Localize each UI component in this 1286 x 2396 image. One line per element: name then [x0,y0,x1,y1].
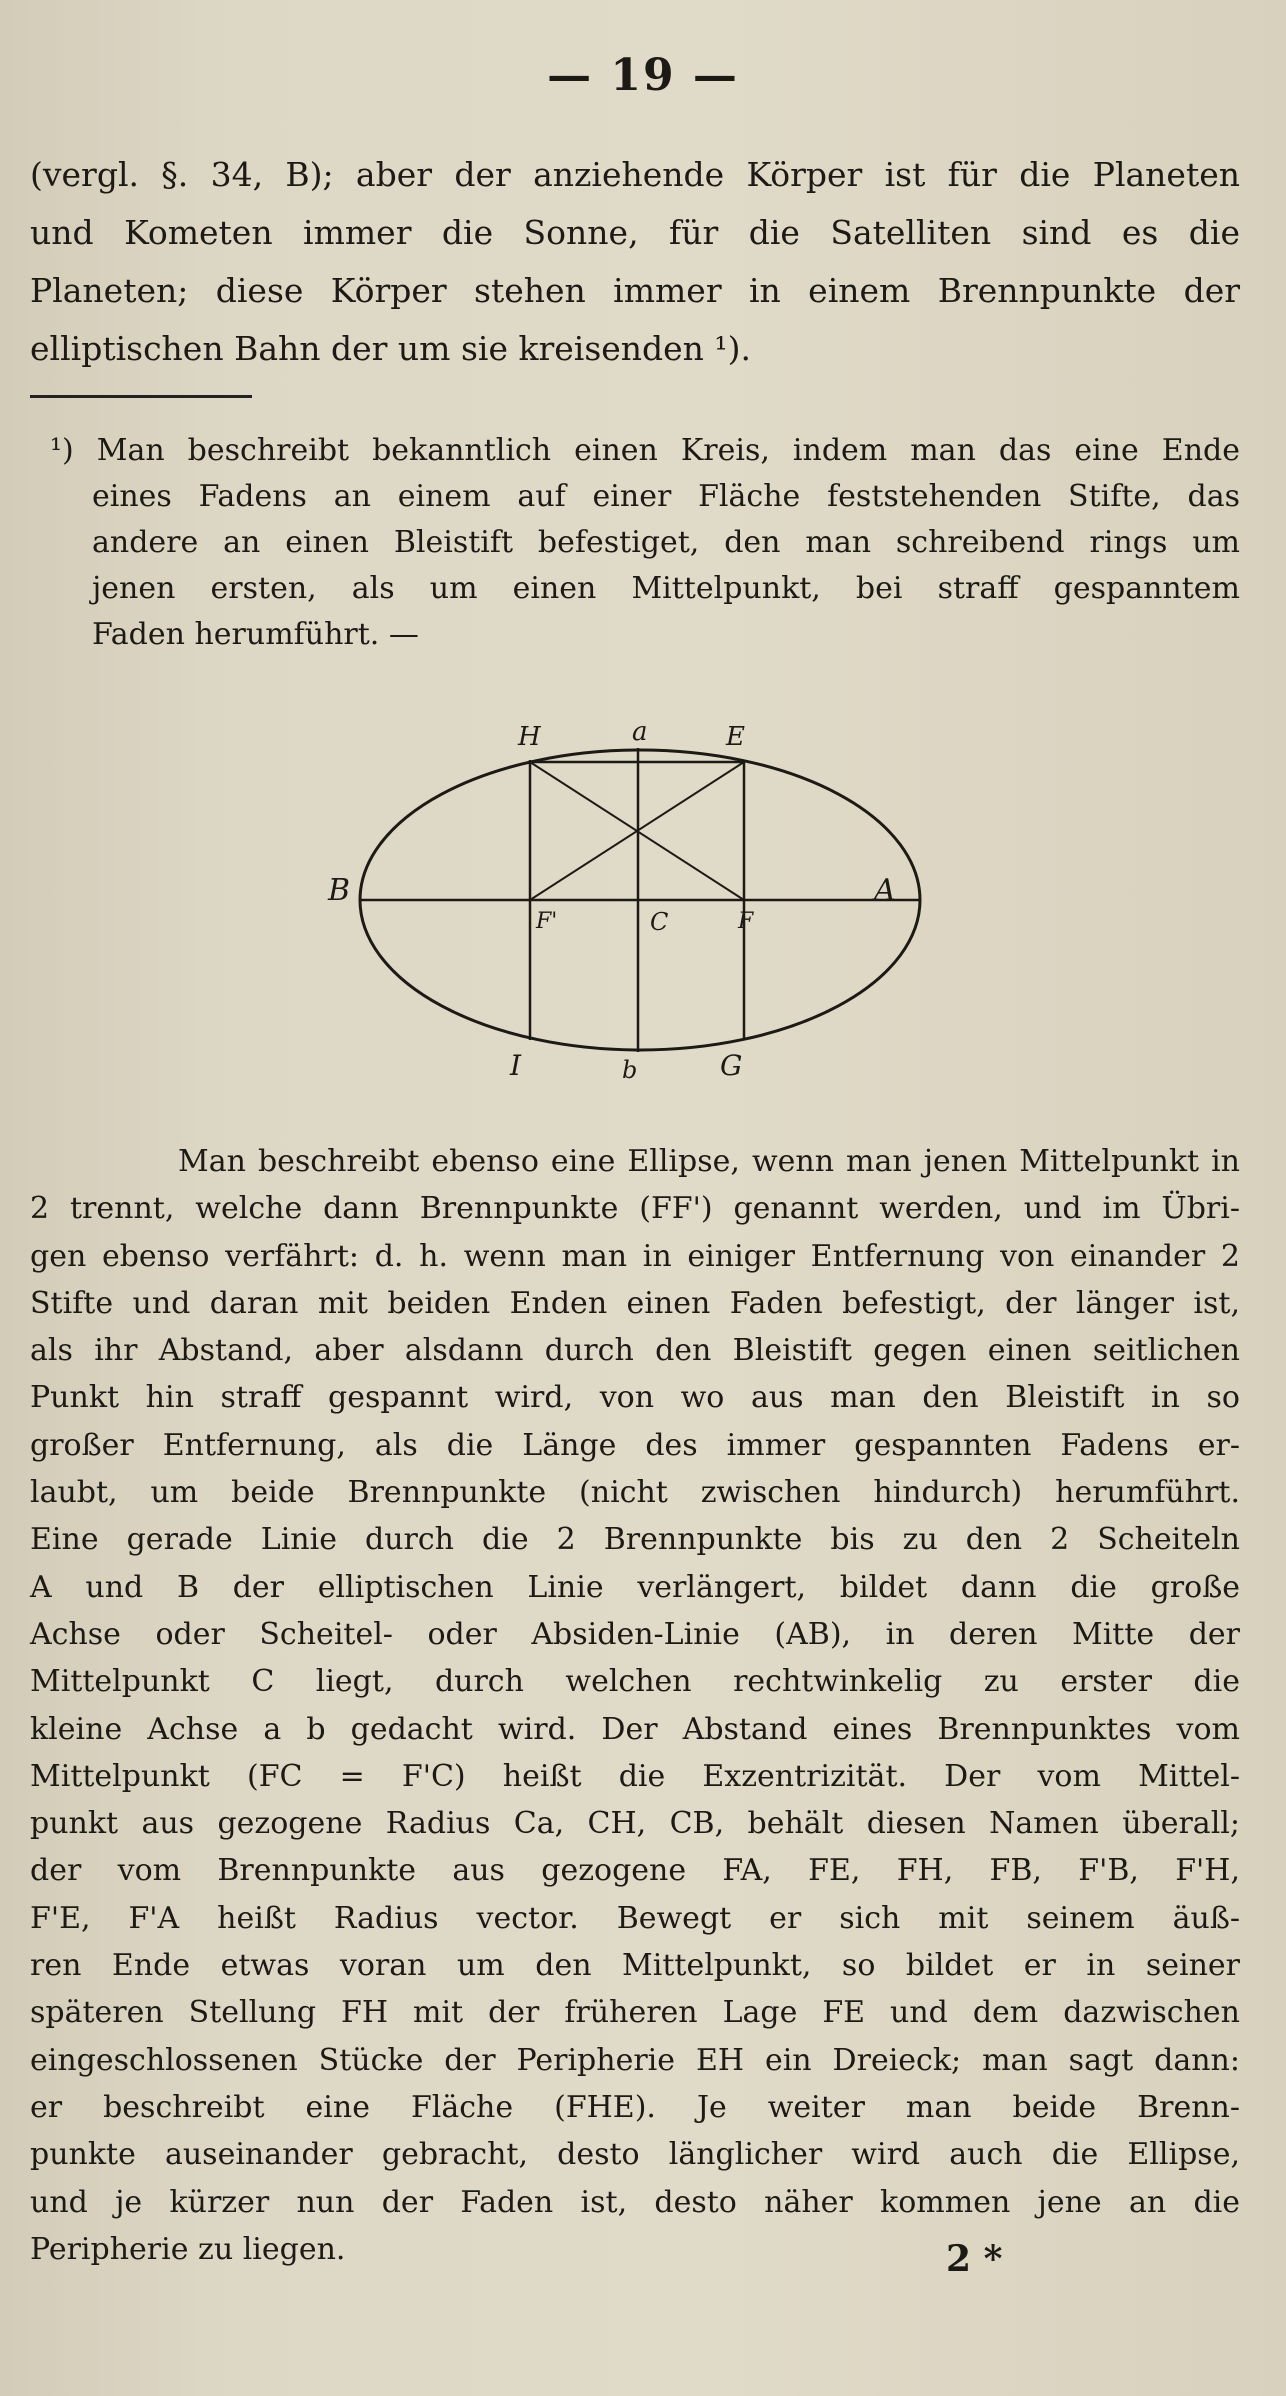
footnote-line: andere an einen Bleistift befestiget, den man schreibend rings um [92,525,1240,560]
ellipse-diagram [328,700,920,1084]
text-line: und je kürzer nun der Faden ist, desto näher kommen jene an die [30,2184,1240,2220]
main-paragraph [30,1138,1240,2273]
text-line: Mittelpunkt C liegt, durch welchen rechtwinkelig zu erster die [30,1664,1240,1700]
footnote-line: jenen ersten, als um einen Mittelpunkt, bei straff gespanntem [92,571,1240,606]
text-line: gen ebenso verfährt: d. h. wenn man in einiger Entfernung von einander 2 [30,1238,1240,1274]
text-line: Achse oder Scheitel- oder Absiden-Linie (AB), in deren Mitte der [30,1616,1240,1652]
text-line: (vergl. §. 34, B); aber der anziehende Körper ist für die Planeten [30,155,1240,194]
label-F-prime: F' [536,909,558,934]
text-line: Eine gerade Linie durch die 2 Brennpunkte bis zu den 2 Scheiteln [30,1522,1240,1558]
page-number: — 19 — [547,50,739,101]
label-E: E [726,722,745,752]
text-line: F'E, F'A heißt Radius vector. Bewegt er sich mit seinem äuß- [30,1900,1240,1936]
text-line: A und B der elliptischen Linie verlängert, bildet dann die große [30,1569,1240,1605]
text-line: punkte auseinander gebracht, desto länglicher wird auch die Ellipse, [30,2137,1240,2173]
top-paragraph [30,146,1240,378]
footnote-line: eines Fadens an einem auf einer Fläche feststehenden Stifte, das [92,479,1240,514]
text-line: Man beschreibt ebenso eine Ellipse, wenn man jenen Mittelpunkt in [178,1144,1240,1179]
footnote-line: ¹) Man beschreibt bekanntlich einen Kreis, indem man das eine Ende [50,433,1240,468]
signature-mark: 2 * [946,2238,1003,2280]
text-line: großer Entfernung, als die Länge des immer gespannten Fadens er- [30,1427,1240,1463]
footnote [50,428,1240,658]
text-line: der vom Brennpunkte aus gezogene FA, FE, FH, FB, F'B, F'H, [30,1853,1240,1889]
label-F: F [738,909,754,934]
text-line: er beschreibt eine Fläche (FHE). Je weiter man beide Brenn- [30,2089,1240,2125]
text-line: laubt, um beide Brennpunkte (nicht zwischen hindurch) herumführt. [30,1475,1240,1511]
label-a: a [632,717,648,747]
text-line: Punkt hin straff gespannt wird, von wo aus man den Bleistift in so [30,1380,1240,1416]
text-line: ren Ende etwas voran um den Mittelpunkt, so bildet er in seiner [30,1948,1240,1984]
text-line: Stifte und daran mit beiden Enden einen Faden befestigt, der länger ist, [30,1285,1240,1321]
label-H: H [518,722,541,752]
text-line: und Kometen immer die Sonne, für die Satelliten sind es die [30,213,1240,252]
label-b: b [622,1056,638,1084]
text-line: Mittelpunkt (FC = F'C) heißt die Exzentrizität. Der vom Mittel- [30,1758,1240,1794]
text-line: Planeten; diese Körper stehen immer in einem Brennpunkte der [30,271,1240,310]
text-line: späteren Stellung FH mit der früheren Lage FE und dem dazwischen [30,1995,1240,2031]
footnote-line: Faden herumführt. — [92,617,419,652]
text-line: eingeschlossenen Stücke der Peripherie EH ein Dreieck; man sagt dann: [30,2042,1240,2078]
text-line: Peripherie zu liegen. [30,2231,346,2267]
text-line: als ihr Abstand, aber alsdann durch den Bleistift gegen einen seitlichen [30,1333,1240,1369]
label-A: A [874,873,896,908]
label-C: C [650,908,669,936]
label-B: B [328,873,351,908]
label-I: I [510,1049,522,1082]
text-line: punkt aus gezogene Radius Ca, CH, CB, behält diesen Namen überall; [30,1806,1240,1842]
text-line: 2 trennt, welche dann Brennpunkte (FF') genannt werden, und im Übri- [30,1191,1240,1227]
label-G: G [720,1049,743,1082]
text-line: elliptischen Bahn der um sie kreisenden ¹). [30,329,752,368]
footnote-rule [30,395,252,398]
text-line: kleine Achse a b gedacht wird. Der Abstand eines Brennpunktes vom [30,1711,1240,1747]
